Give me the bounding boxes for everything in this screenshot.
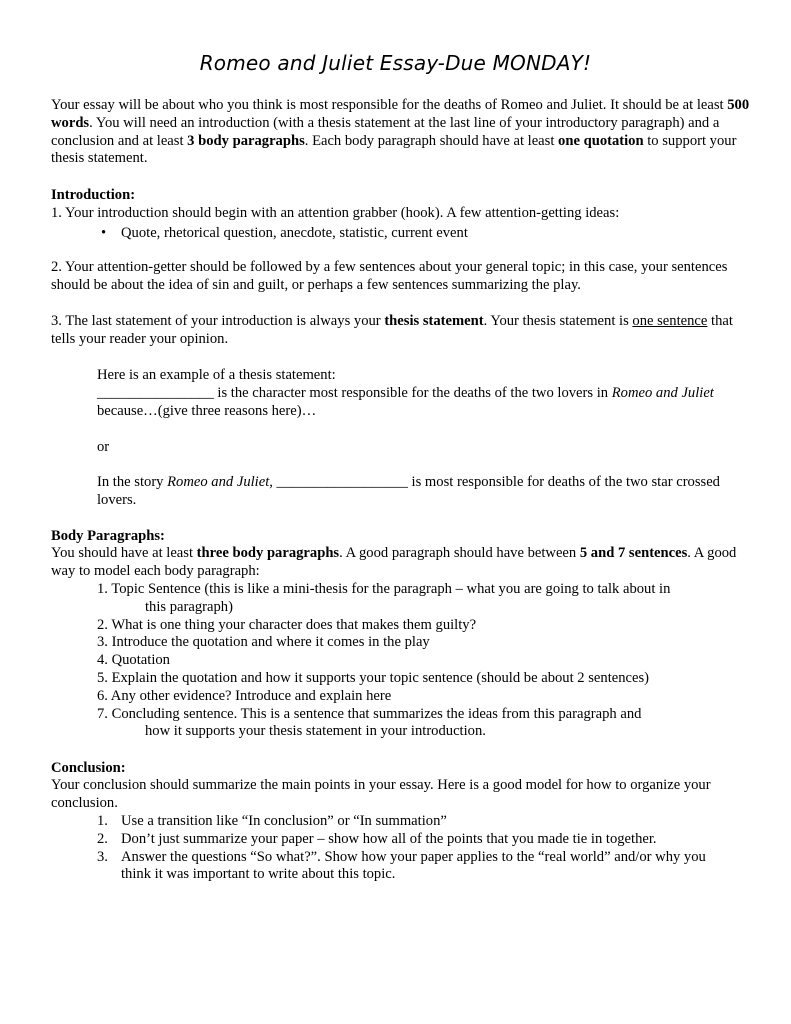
text-run: __________________ is most responsible for deaths of the two star crossed lovers. [97, 474, 720, 508]
introduction-item-3 [51, 313, 751, 349]
example-intro: Here is an example of a thesis statement: [97, 367, 336, 383]
list-number: 2. [97, 830, 108, 847]
text-run: You should have at least [51, 545, 197, 561]
text-run: In the story [97, 474, 168, 490]
thesis-example-1 [97, 385, 737, 421]
body-paragraph [51, 545, 751, 581]
list-item-text: 1. Topic Sentence (this is like a mini-thesis for the paragraph – what you are going to talk about in [97, 581, 671, 597]
or-separator: or [97, 439, 110, 455]
text-run: is the character most responsible for the deaths of the two lovers in [213, 385, 612, 401]
introduction-item-1: 1. Your introduction should begin with an attention grabber (hook). A few attention-getting ideas: [51, 205, 620, 221]
quotation-requirement: one quotation [558, 132, 644, 149]
text-run: to support your thesis statement. [51, 132, 737, 167]
introduction-heading [51, 187, 751, 205]
list-item [97, 634, 757, 652]
bullet-icon: • [101, 225, 107, 241]
body-steps-list [97, 581, 757, 741]
bullet-text: Quote, rhetorical question, anecdote, statistic, current event [121, 225, 468, 241]
conclusion-steps-list [97, 813, 737, 884]
text-run: . A good paragraph should have between [339, 545, 580, 561]
heading-text: Body Paragraphs: [51, 528, 165, 544]
list-item-text: 6. Any other evidence? Introduce and explain here [97, 687, 392, 704]
body-count-requirement: three body paragraphs [196, 545, 340, 561]
list-item [97, 617, 757, 635]
word-count-requirement: 500 words [51, 97, 750, 131]
list-item [97, 670, 757, 688]
list-item [97, 813, 737, 831]
conclusion-paragraph: Your conclusion should summarize the main points in your essay. Here is a good model for how to organize your conclusion. [51, 777, 711, 811]
text-run: . Your thesis statement is [483, 313, 633, 329]
intro-paragraph [51, 97, 751, 168]
list-item-continuation: how it supports your thesis statement in your introduction. [145, 723, 486, 740]
body-paragraph-requirement: 3 body paragraphs [187, 132, 305, 149]
list-item-continuation: this paragraph) [145, 598, 233, 615]
underlined-text: one sentence [632, 313, 708, 329]
document-title: Romeo and Juliet Essay-Due MONDAY! [199, 51, 592, 75]
text-run: . You will need an introduction (with a thesis statement at the last line of your introductory paragraph) and a conclusion and at least [51, 114, 720, 149]
list-item [97, 706, 757, 742]
list-item-text: Don’t just summarize your paper – show how all of the points that you made tie in together. [121, 830, 657, 847]
heading-text: Conclusion: [51, 760, 126, 776]
text-run: Your essay will be about who you think is most responsible for the deaths of Romeo and Juliet. It should be at least [51, 97, 728, 113]
list-item-text: 2. What is one thing your character does that makes them guilty? [97, 616, 477, 633]
list-item [97, 849, 737, 885]
list-item-text: 4. Quotation [97, 652, 170, 669]
list-item [97, 831, 737, 849]
list-item-text: 5. Explain the quotation and how it supports your topic sentence (should be about 2 sentences) [97, 669, 650, 686]
blank-line: ________________ [97, 385, 214, 401]
play-title: Romeo and Juliet [611, 385, 714, 401]
list-item-text: 7. Concluding sentence. This is a sentence that summarizes the ideas from this paragraph and [97, 705, 642, 722]
list-item [97, 581, 757, 617]
list-item-text: 3. Introduce the quotation and where it comes in the play [97, 634, 430, 651]
text-run: . Each body paragraph should have at least [304, 132, 559, 149]
sentence-count-requirement: 5 and 7 sentences [579, 545, 688, 561]
conclusion-heading [51, 760, 751, 778]
heading-text: Introduction: [51, 187, 136, 203]
bullet-item [101, 225, 721, 243]
introduction-item-2: 2. Your attention-getter should be followed by a few sentences about your general topic; in this case, your sentences should be about the idea of sin and guilt, or perhaps a few sentences summarizing the play. [51, 259, 728, 293]
play-title: Romeo and Juliet, [167, 474, 273, 490]
list-item [97, 652, 757, 670]
text-run: . A good way to model each body paragraph: [51, 545, 737, 579]
text-run: because…(give three reasons here)… [97, 402, 317, 419]
thesis-example-2 [97, 474, 737, 510]
text-run: that tells your reader your opinion. [51, 313, 733, 347]
body-heading [51, 528, 751, 546]
list-item [97, 688, 757, 706]
list-item-text: Answer the questions “So what?”. Show how your paper applies to the “real world” and/or why you think it was important to write about this topic. [121, 848, 706, 883]
text-run: 3. The last statement of your introduction is always your [51, 313, 385, 329]
thesis-statement-term: thesis statement [384, 313, 484, 329]
list-number: 1. [97, 813, 108, 829]
list-number: 3. [97, 848, 108, 865]
list-item-text: Use a transition like “In conclusion” or “In summation” [121, 813, 447, 829]
